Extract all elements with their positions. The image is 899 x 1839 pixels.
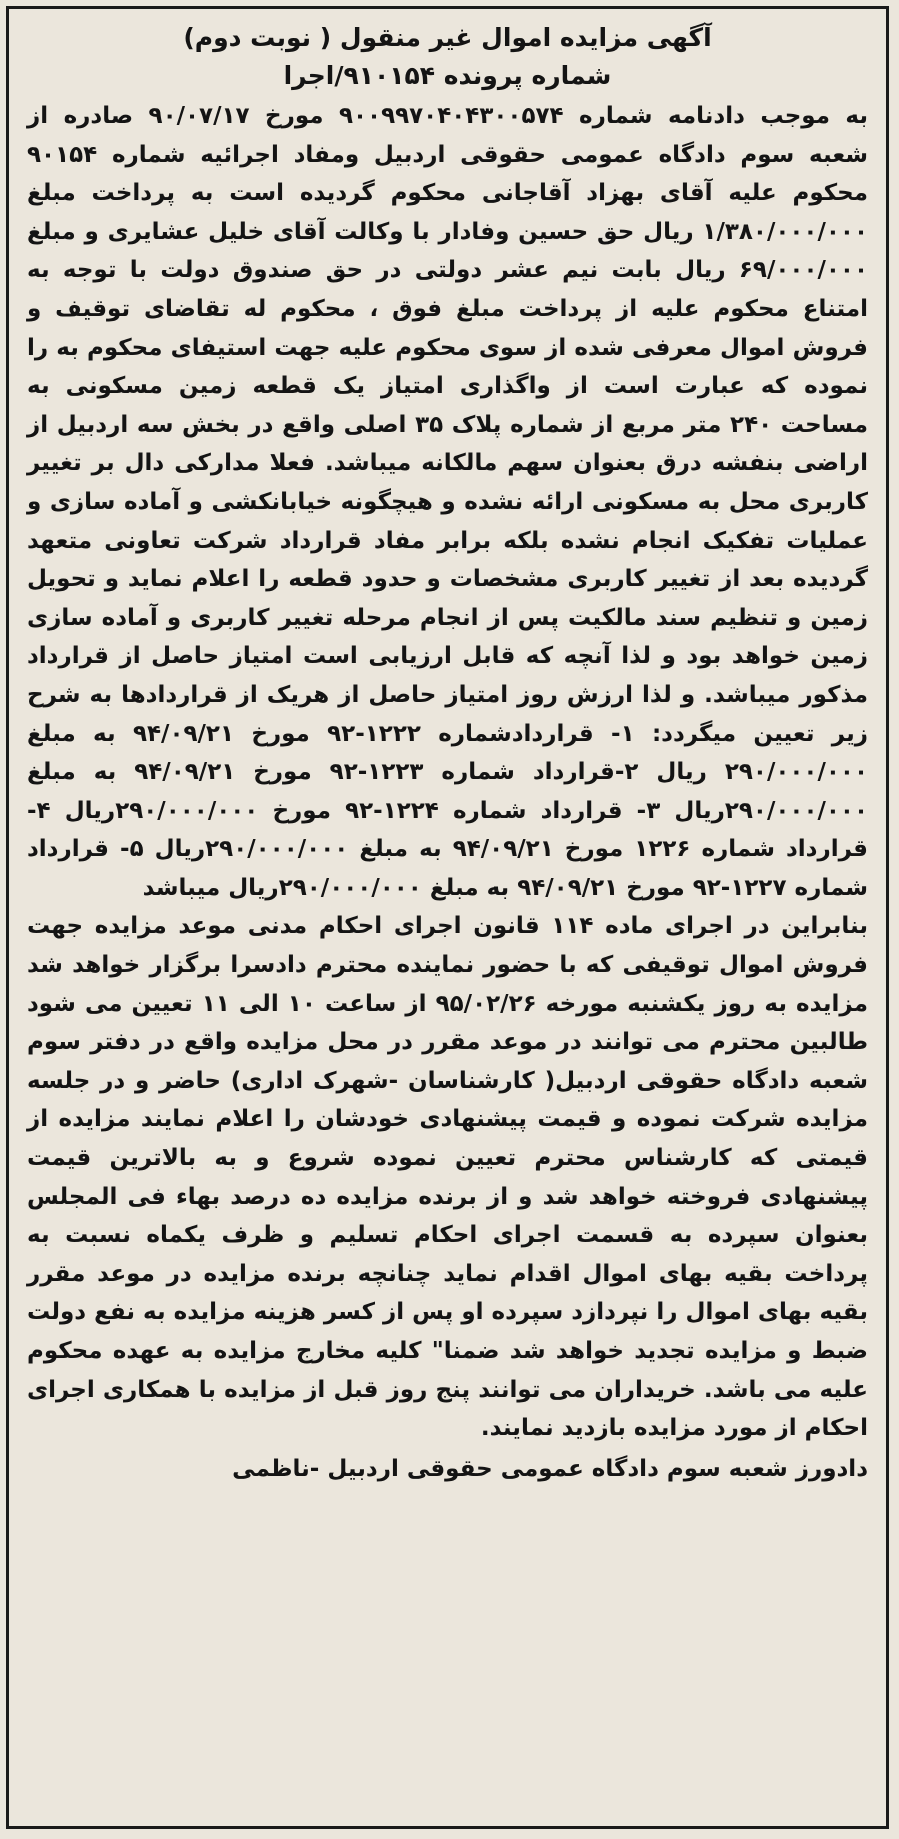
notice-paragraph-auction: بنابراین در اجرای ماده ۱۱۴ قانون اجرای احکام مدنی موعد مزایده جهت فروش اموال توقیفی که با حضور نماینده محترم دادسرا برگزار خواهد شد مزایده به روز یکشنبه مورخه ۹۵/۰۲/۲۶ از ساعت ۱۰ الی ۱۱ تعیین می شود طالبین محترم می توانند در موعد مقرر در محل مزایده واقع در دفتر سوم شعبه دادگاه حقوقی اردبیل( کارشناسان -شهرک اداری) حاضر و در جلسه مزایده شرکت نموده و قیمت پیشنهادی خودشان را اعلام نمایند مزایده از قیمتی که کارشناس محترم تعیین نموده شروع و به بالاترین قیمت پیشنهادی فروخته خواهد شد و از برنده مزایده ده درصد بهاء فی المجلس بعنوان سپرده به قسمت اجرای احکام تسلیم و ظرف یکماه نسبت به پرداخت بقیه بهای اموال اقدام نماید چنانچه برنده مزایده در موعد مقرر بقیه بهای اموال را نپردازد سپرده او پس از کسر هزینه مزایده به نفع دولت ضبط و مزایده تجدید خواهد شد ضمنا" کلیه مخارج مزایده به عهده محکوم علیه می باشد. خریداران می توانند پنج روز قبل از مزایده با همکاری اجرای احکام از مورد مزایده بازدید نمایند. (27, 913, 868, 1442)
notice-title-line1: آگهی مزایده اموال غیر منقول ( نوبت دوم) (183, 23, 712, 52)
notice-paragraph-verdict: به موجب دادنامه شماره ۹۰۰۹۹۷۰۴۰۴۳۰۰۵۷۴ مورخ ۹۰/۰۷/۱۷ صادره از شعبه سوم دادگاه عمومی حقوقی اردبیل ومفاد اجرائیه شماره ۹۰۱۵۴ محکوم علیه آقای بهزاد آقاجانی محکوم گردیده است به پرداخت مبلغ ۱/۳۸۰/۰۰۰/۰۰۰ ریال حق حسین وفادار با وکالت آقای خلیل عشایری و مبلغ ۶۹/۰۰۰/۰۰۰ ریال بابت نیم عشر دولتی در حق صندوق دولت با توجه به امتناع محکوم علیه از پرداخت مبلغ فوق ، محکوم له تقاضای توقیف و فروش اموال معرفی شده از سوی محکوم علیه جهت استیفای محکوم به را نموده که عبارت است از واگذاری امتیاز یک قطعه زمین مسکونی به مساحت ۲۴۰ متر مربع از شماره پلاک ۳۵ اصلی واقع در بخش سه اردبیل از اراضی بنفشه درق بعنوان سهم مالکانه میباشد. فعلا مدارکی دال بر تغییر کاربری محل به مسکونی ارائه نشده و هیچگونه خیابانکشی و آماده سازی و عملیات تفکیک انجام نشده بلکه برابر مفاد قرارداد شرکت تعاونی متعهد گردیده بعد از تغییر کاربری مشخصات و حدود قطعه را اعلام نماید و تحویل زمین و تنظیم سند مالکیت پس از انجام مرحله تغییر کاربری و آماده سازی زمین خواهد بود و لذا آنچه که قابل ارزیابی است امتیاز حاصل از قرارداد مذکور میباشد. و لذا ارزش روز امتیاز حاصل از هریک از قراردادها به شرح زیر تعیین میگردد: ۱- قراردادشماره ۱۲۲۲-۹۲ مورخ ۹۴/۰۹/۲۱ به مبلغ ۲۹۰/۰۰۰/۰۰۰ ریال ۲-قرارداد شماره ۱۲۲۳-۹۲ مورخ ۹۴/۰۹/۲۱ به مبلغ ۲۹۰/۰۰۰/۰۰۰ریال ۳- قرارداد شماره ۱۲۲۴-۹۲ مورخ ۲۹۰/۰۰۰/۰۰۰ریال ۴- قرارداد شماره ۱۲۲۶ مورخ ۹۴/۰۹/۲۱ به مبلغ ۲۹۰/۰۰۰/۰۰۰ریال ۵- قرارداد شماره ۱۲۲۷-۹۲ مورخ ۹۴/۰۹/۲۱ به مبلغ ۲۹۰/۰۰۰/۰۰۰ریال میباشد (27, 103, 869, 901)
auction-notice (6, 6, 889, 1829)
notice-body (27, 97, 868, 1448)
notice-case-number: شماره پرونده ۹۱۰۱۵۴/اجرا (283, 61, 612, 90)
notice-title (27, 19, 868, 95)
notice-signature: دادورز شعبه سوم دادگاه عمومی حقوقی اردبیل -ناظمی (232, 1455, 868, 1482)
